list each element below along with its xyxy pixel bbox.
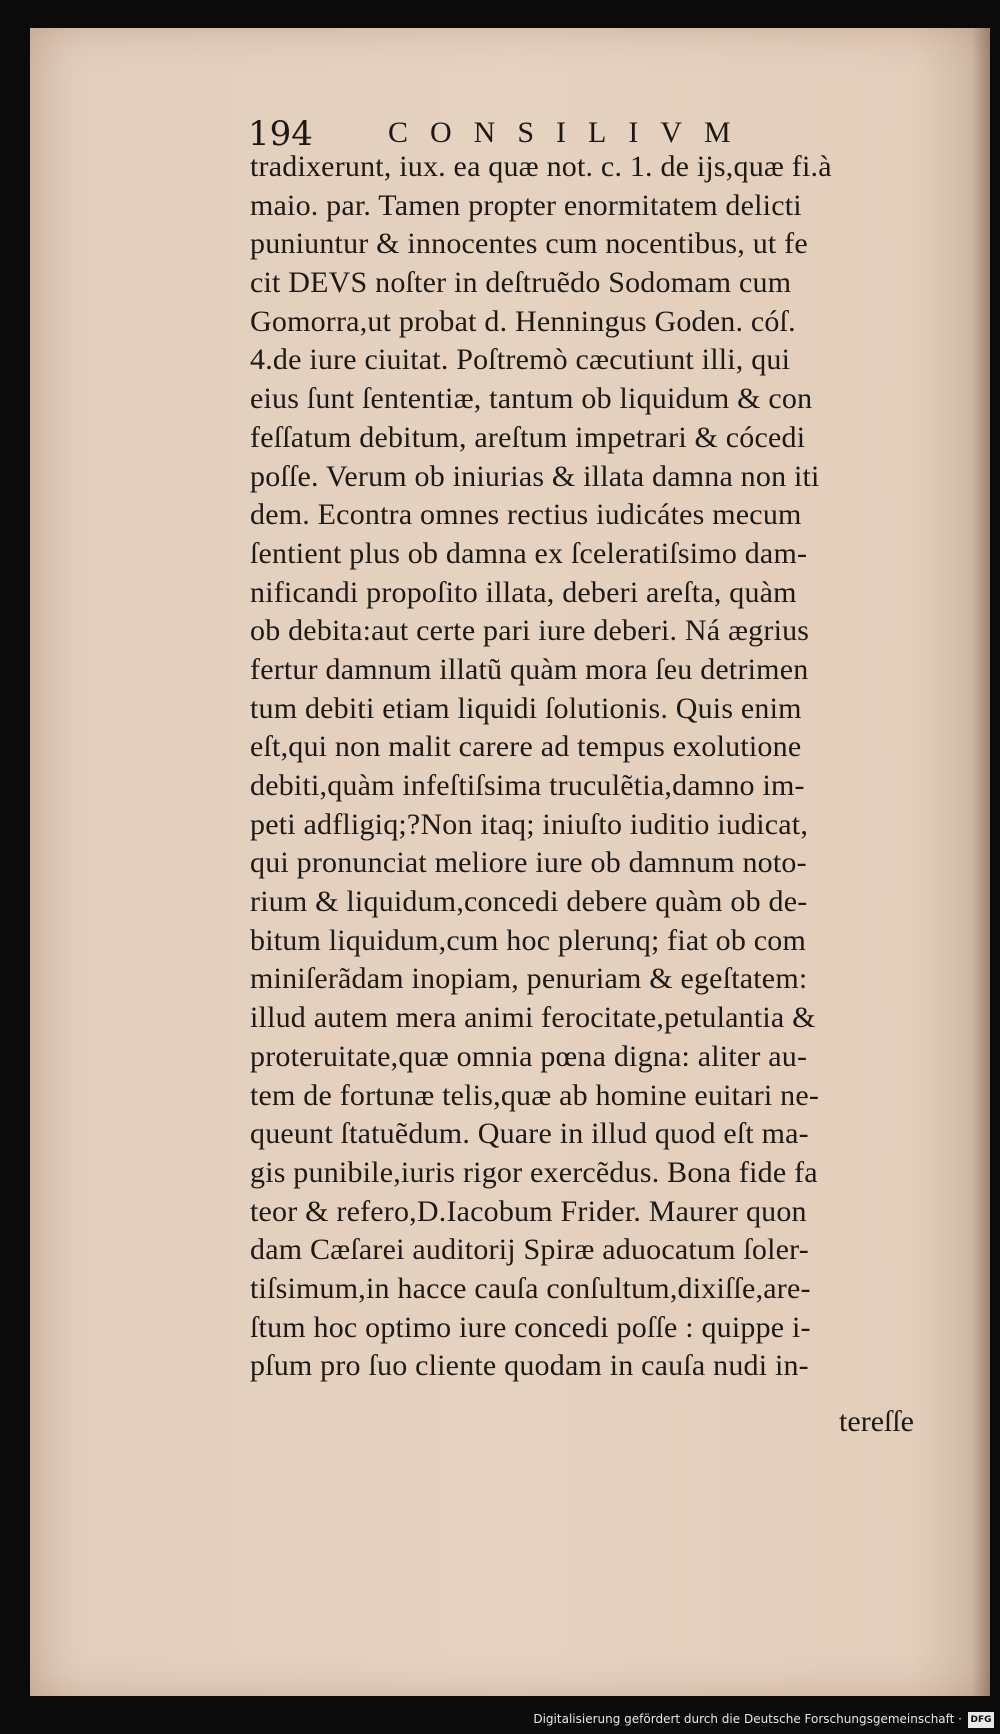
text-line: gis punibile,iuris rigor exercẽdus. Bona fide fa (250, 1155, 818, 1189)
page-number: 194 (248, 114, 313, 154)
text-line: pſum pro ſuo cliente quodam in cauſa nudi in- (250, 1349, 809, 1383)
text-line: ob debita:aut certe pari iure deberi. Ná ægrius (250, 614, 810, 648)
text-line: eſt,qui non malit carere ad tempus exolutione (250, 730, 802, 764)
text-line: ſtum hoc optimo iure concedi poſſe : quippe i- (250, 1310, 811, 1344)
funding-notice: Digitalisierung gefördert durch die Deutsche Forschungsgemeinschaft · (533, 1712, 962, 1726)
text-line: feſſatum debitum, areſtum impetrari & cócedi (250, 420, 806, 454)
text-line: poſſe. Verum ob iniurias & illata damna non iti (250, 459, 820, 493)
text-line: fertur damnum illatũ quàm mora ſeu detrimen (250, 652, 809, 686)
text-line: tem de fortunæ telis,quæ ab homine euitari ne- (250, 1078, 820, 1112)
text-line: rium & liquidum,concedi debere quàm ob de- (250, 885, 808, 919)
text-line: dem. Econtra omnes rectius iudicátes mecum (250, 498, 802, 532)
text-line: peti adfligiq;?Non itaq; iniuſto iuditio iudicat, (250, 807, 809, 841)
text-line: 4.de iure ciuitat. Poſtremò cæcutiunt illi, qui (250, 343, 791, 377)
text-line: tum debiti etiam liquidi ſolutionis. Quis enim (250, 691, 802, 725)
dfg-logo-icon: DFG (968, 1712, 994, 1728)
text-line: debiti,quàm infeſtiſsima truculẽtia,damno im- (250, 769, 805, 802)
text-line: miniſerãdam inopiam, penuriam & egeſtatem: (250, 962, 808, 996)
text-line: nificandi propoſito illata, deberi areſta, quàm (250, 575, 797, 609)
text-line: cit DEVS noſter in deſtruẽdo Sodomam cum (250, 266, 792, 300)
text-line: dam Cæſarei auditorij Spiræ aduocatum ſoler- (250, 1233, 809, 1267)
text-line: tradixerunt, iux. ea quæ not. c. 1. de ijs,quæ fi.à (250, 150, 832, 183)
text-line: qui pronunciat meliore iure ob damnum noto- (250, 846, 807, 880)
text-line: proteruitate,quæ omnia pœna digna: aliter au- (250, 1039, 808, 1073)
body-text (250, 148, 960, 1386)
running-title: CONSILIVM (388, 116, 753, 149)
text-line: ſentient plus ob damna ex ſceleratiſsimo dam- (250, 536, 808, 570)
text-line: Gomorra,ut probat d. Henningus Goden. cóſ. (250, 304, 796, 338)
text-line: eius ſunt ſententiæ, tantum ob liquidum & con (250, 382, 813, 416)
page-edge (972, 28, 990, 1696)
text-line: bitum liquidum,cum hoc plerunq; fiat ob com (250, 923, 807, 957)
text-line: puniuntur & innocentes cum nocentibus, ut fe (250, 227, 808, 261)
catchword: tereſſe (839, 1405, 914, 1438)
digitization-footer (0, 1698, 1000, 1734)
text-line: teor & refero,D.Iacobum Frider. Maurer quon (250, 1194, 807, 1228)
text-line: illud autem mera animi ferocitate,petulantia & (250, 1001, 816, 1035)
text-line: maio. par. Tamen propter enormitatem delicti (250, 188, 802, 222)
text-line: queunt ſtatuẽdum. Quare in illud quod eſt ma- (250, 1117, 809, 1151)
text-line: tiſsimum,in hacce cauſa conſultum,dixiſſe,are- (250, 1271, 811, 1305)
